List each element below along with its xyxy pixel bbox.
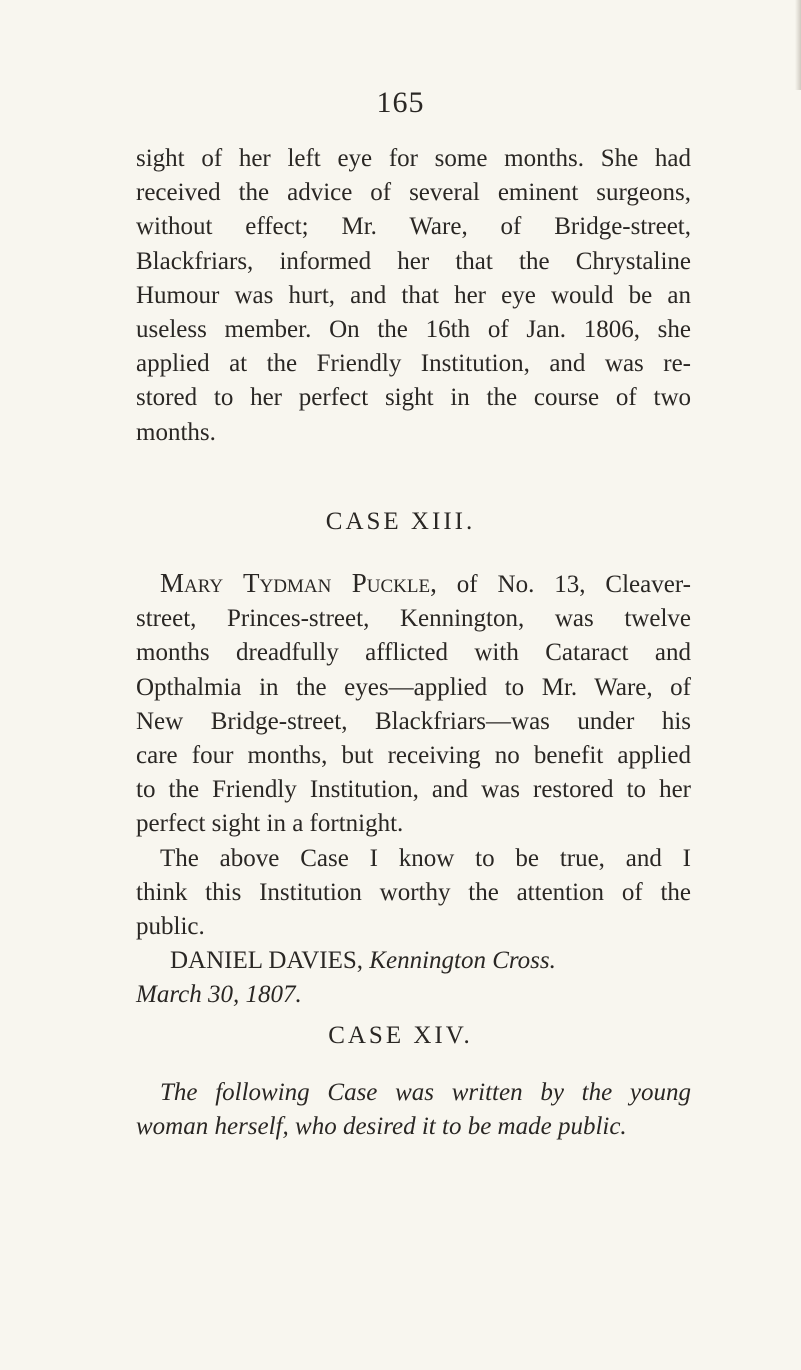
text-line: perfect sight in a fortnight. — [136, 810, 404, 838]
case-14-heading: CASE XIV. — [328, 1022, 473, 1049]
text-line: Opthalmia in the eyes—applied to Mr. Ware, of — [136, 673, 691, 701]
text-line: street, Princes-street, Kennington, was twelve — [136, 605, 691, 633]
text-line: applied at the Friendly Institution, and was re- — [136, 350, 691, 378]
text-line — [136, 566, 691, 602]
text-line: Blackfriars, informed her that the Chrystaline — [136, 247, 691, 275]
text-line: Humour was hurt, and that her eye would be an — [136, 281, 691, 309]
case-14-intro — [136, 1076, 691, 1144]
page-number: 165 — [376, 86, 425, 119]
text-line: The above Case I know to be true, and I — [160, 844, 691, 872]
text-line: months. — [136, 418, 216, 446]
text-line: New Bridge-street, Blackfriars—was under his — [136, 707, 691, 735]
text-line: think this Institution worthy the attention of the — [136, 878, 691, 906]
text-line: to the Friendly Institution, and was restored to her — [136, 776, 691, 804]
page-edge-shadow — [795, 0, 801, 90]
signature-place: Kennington Cross. — [363, 947, 556, 975]
text-line: received the advice of several eminent surgeons, — [136, 179, 691, 207]
signature-line — [136, 944, 691, 978]
text-line: public. — [136, 913, 205, 941]
text-line: care four months, but receiving no benefit applied — [136, 742, 691, 770]
text-line: stored to her perfect sight in the course of two — [136, 384, 691, 412]
text-line: months dreadfully afflicted with Cataract and — [136, 639, 691, 667]
text-line: woman herself, who desired it to be made public. — [136, 1113, 627, 1141]
text-line: The following Case was written by the young — [160, 1079, 691, 1106]
case-13-body — [136, 566, 691, 1013]
text-line: sight of her left eye for some months. She had — [136, 145, 691, 172]
paragraph-continued — [136, 142, 691, 450]
case-13-heading: CASE XIII. — [325, 508, 476, 535]
text-line: without effect; Mr. Ware, of Bridge-street, — [136, 213, 691, 241]
line-rest: of No. 13, Cleaver- — [436, 571, 691, 598]
signature-date: March 30, 1807. — [136, 981, 302, 1009]
text-line: useless member. On the 16th of Jan. 1806, she — [136, 316, 691, 344]
patient-name: Mary Tydman Puckle, — [160, 568, 437, 598]
signature-name: DANIEL DAVIES, — [170, 947, 364, 975]
